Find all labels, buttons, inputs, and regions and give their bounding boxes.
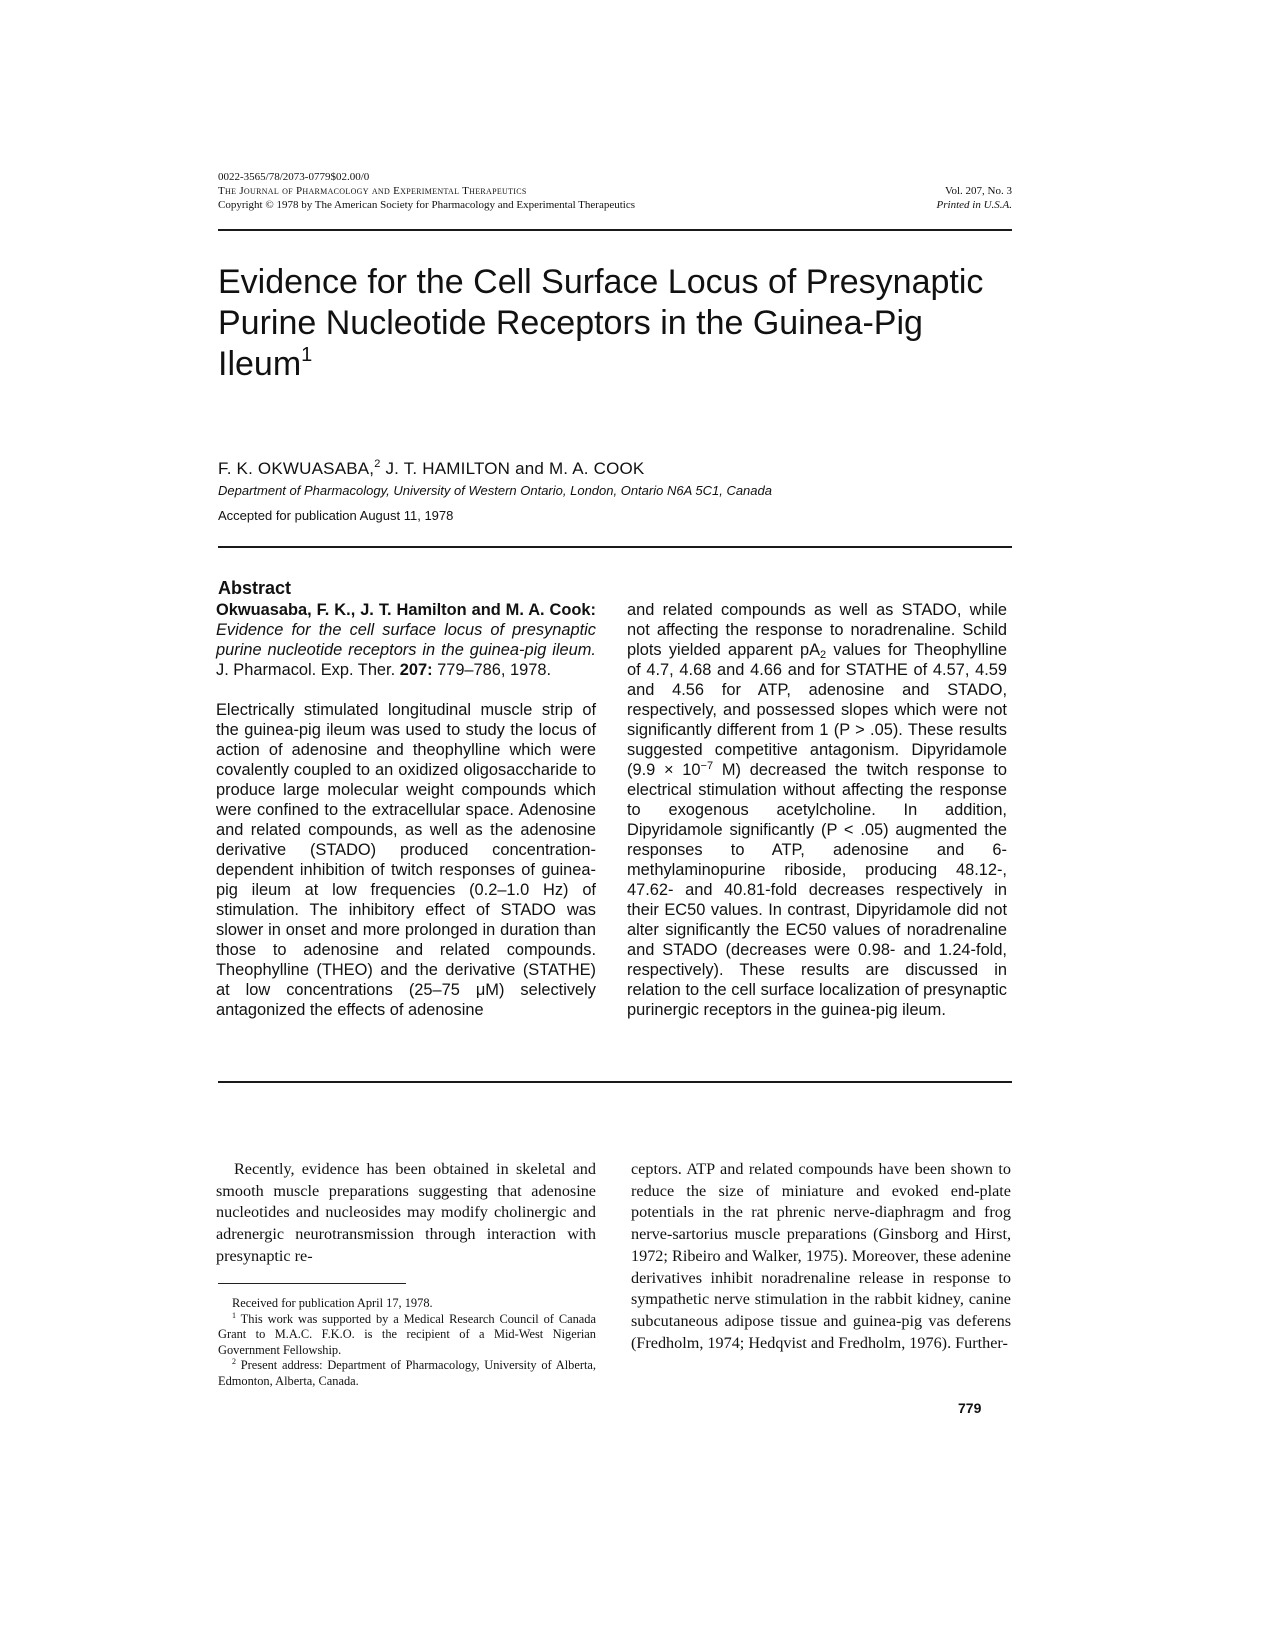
citation-title: Evidence for the cell surface locus of presynaptic purine nucleotide receptors in the guinea-pig ileum. [216, 621, 596, 659]
header-right [937, 170, 1012, 212]
abstract-heading: Abstract [218, 578, 292, 598]
body-left-column [216, 1159, 596, 1268]
citation-authors: Okwuasaba, F. K., J. T. Hamilton and M. A. Cook: [216, 601, 596, 619]
abstract-right-part-b: values for Theophylline of 4.7, 4.68 and 4.66 and for STATHE of 4.57, 4.59 and 4.56 for ATP, adenosine and STADO, respectively, and possessed slopes which were not significantly different from 1 (P > .05). These results suggested competitive antagonism. Dipyridamole (9.9 × 10 [627, 641, 1007, 779]
printed-in: Printed in U.S.A. [936, 199, 1012, 211]
article-code: 0022-3565/78/2073-0779$02.00/0 [218, 171, 370, 183]
pa2-subscript: 2 [820, 649, 827, 661]
citation-volume: 207: [399, 661, 433, 679]
abstract-right-column [627, 600, 1007, 1040]
copyright-line: Copyright © 1978 by The American Society for Pharmacology and Experimental Therapeutics [218, 199, 635, 211]
abstract-left-column [216, 600, 596, 1040]
body-paragraph-left: Recently, evidence has been obtained in skeletal and smooth muscle preparations suggesting that adenosine nucleotides and nucleosides may modify cholinergic and adrenergic neurotransmission through interaction with presynaptic re- [216, 1160, 596, 1265]
header-divider [218, 229, 1012, 231]
abstract-paragraph-right [627, 600, 1007, 1020]
author-list [218, 459, 644, 479]
header-left [218, 170, 635, 212]
footnote-1-text: This work was supported by a Medical Research Council of Canada Grant to M.A.C. F.K.O. is the recipient of a Mid-West Nigerian Government Fellowship. [218, 1311, 596, 1357]
affiliation: Department of Pharmacology, University of Western Ontario, London, Ontario N6A 5C1, Canada [218, 483, 772, 498]
abstract-right-part-a: and related compounds as well as STADO, while not affecting the response to noradrenaline. Schild plots yielded apparent pA [627, 601, 1007, 659]
author-footnote-mark: 2 [374, 458, 381, 470]
footnote-2-mark: 2 [232, 1357, 236, 1367]
footnote-divider [218, 1283, 406, 1284]
footnote-1-mark: 1 [232, 1310, 236, 1320]
footnotes [218, 1296, 596, 1390]
article-title [218, 262, 1012, 385]
journal-name: The Journal of Pharmacology and Experimental Therapeutics [218, 185, 527, 197]
abstract-paragraph-left: Electrically stimulated longitudinal muscle strip of the guinea-pig ileum was used to study the locus of action of adenosine and theophylline which were covalently coupled to an oxidized oligosaccharide to produce large molecular weight compounds which were confined to the extracellular space. Adenosine and related compounds, as well as the adenosine derivative (STADO) produced concentration-dependent inhibition of twitch responses of guinea-pig ileum at low frequencies (0.2–1.0 Hz) of stimulation. The inhibitory effect of STADO was slower in onset and more prolonged in duration than those to adenosine and related compounds. Theophylline (THEO) and the derivative (STATHE) at low concentrations (25–75 μM) selectively antagonized the effects of adenosine [216, 701, 596, 1019]
journal-header [218, 170, 1012, 212]
volume-issue: Vol. 207, No. 3 [944, 185, 1012, 197]
title-footnote-mark: 1 [301, 344, 313, 366]
page-number: 779 [958, 1400, 982, 1416]
author-primary: F. K. OKWUASABA, [218, 459, 375, 478]
abstract-citation [216, 600, 596, 680]
citation-journal: J. Pharmacol. Exp. Ther. [216, 661, 400, 679]
abstract-right-part-c: M) decreased the twitch response to electrical stimulation without affecting the response to exogenous acetylcholine. In addition, Dipyridamole significantly (P < .05) augmented the responses to ATP, adenosine and 6-methylaminopurine riboside, producing 48.12-, 47.62- and 40.81-fold decreases respectively in their EC50 values. In contrast, Dipyridamole did not alter significantly the EC50 values of noradrenaline and STADO (decreases were 0.98- and 1.24-fold, respectively). These results are discussed in relation to the cell surface localization of presynaptic purinergic receptors in the guinea-pig ileum. [627, 761, 1007, 1019]
body-paragraph-right: ceptors. ATP and related compounds have been shown to reduce the size of miniature and evoked end-plate potentials in the rat phrenic nerve-diaphragm and frog nerve-sartorius muscle preparations (Ginsborg and Hirst, 1972; Ribeiro and Walker, 1975). Moreover, these adenine derivatives inhibit noradrenaline release in response to sympathetic nerve stimulation in the rabbit kidney, canine subcutaneous adipose tissue and guinea-pig vas deferens (Fredholm, 1974; Hedqvist and Fredholm, 1976). Further- [631, 1160, 1011, 1352]
footnote-1 [218, 1312, 596, 1359]
abstract-top-divider [218, 546, 1012, 548]
title-text: Evidence for the Cell Surface Locus of Presynaptic Purine Nucleotide Receptors in the Guinea-Pig Ileum [218, 263, 984, 383]
citation-pages: 779–786, 1978. [432, 661, 552, 679]
body-right-column [631, 1159, 1011, 1354]
footnote-2 [218, 1358, 596, 1389]
accepted-date: Accepted for publication August 11, 1978 [218, 508, 454, 523]
author-others: J. T. HAMILTON and M. A. COOK [380, 459, 645, 478]
exponent-superscript: −7 [700, 760, 714, 772]
footnote-received: Received for publication April 17, 1978. [232, 1296, 433, 1310]
abstract-bottom-divider [218, 1081, 1012, 1083]
footnote-2-text: Present address: Department of Pharmacology, University of Alberta, Edmonton, Alberta, Canada. [218, 1358, 596, 1388]
